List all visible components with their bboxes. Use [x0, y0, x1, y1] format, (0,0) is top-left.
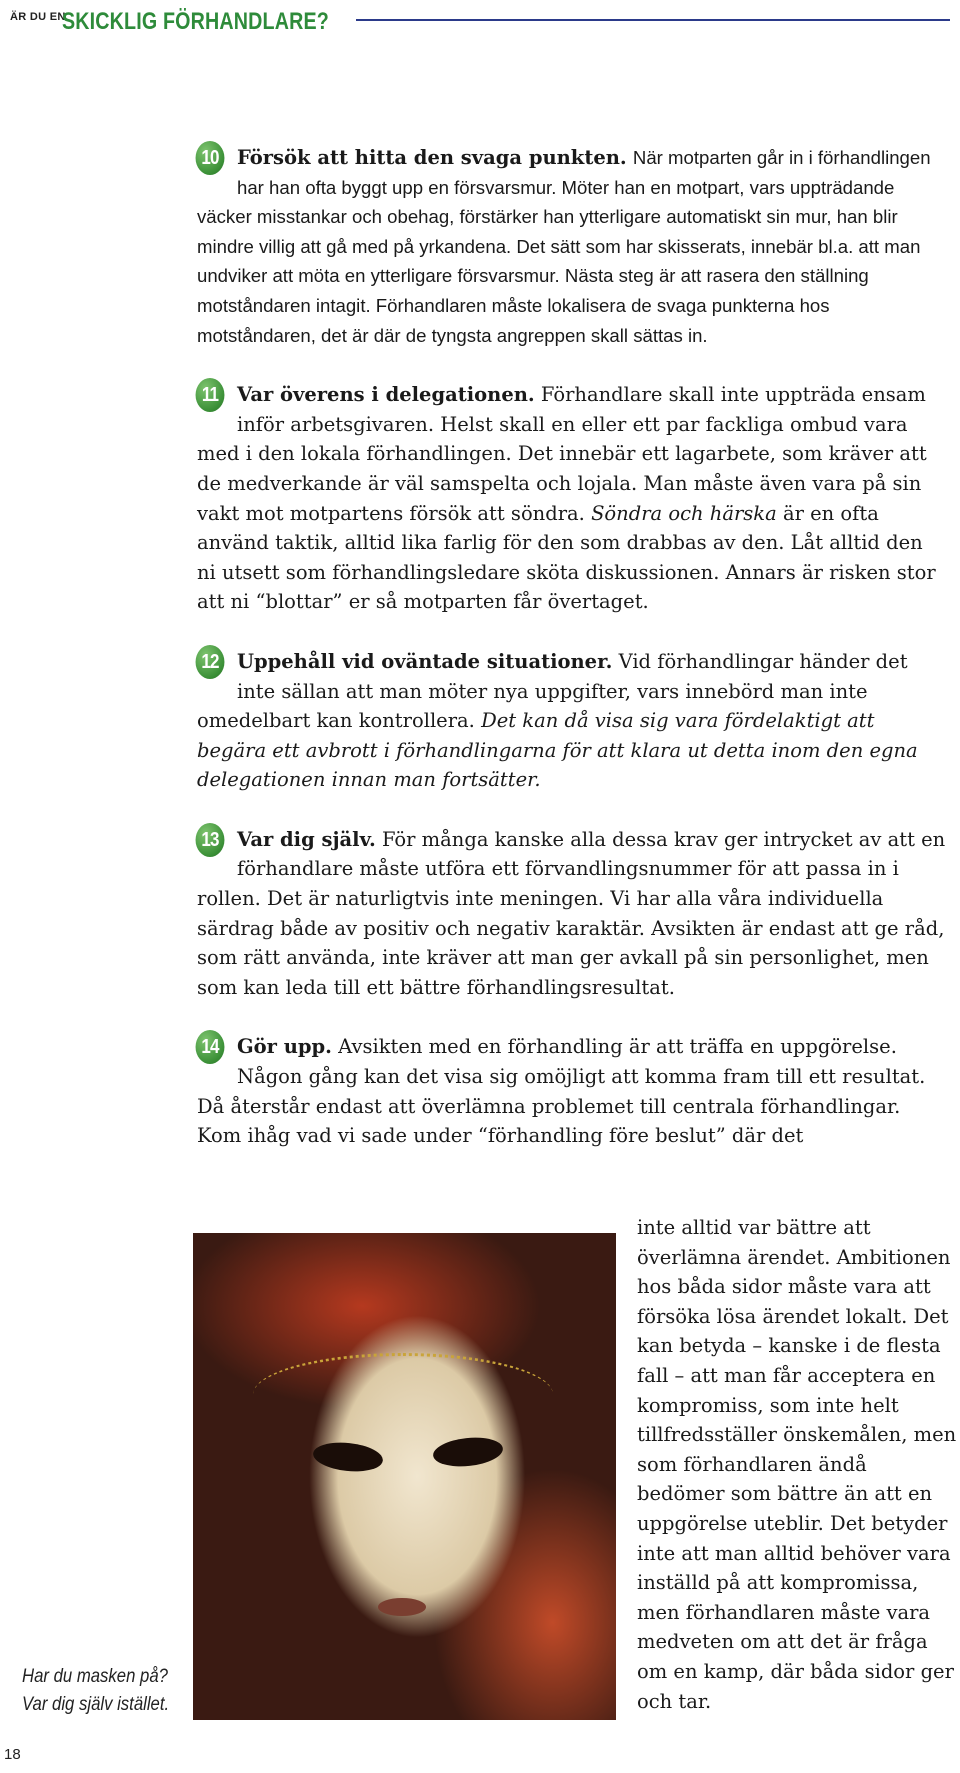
section-heading: Försök att hitta den svaga punkten.	[237, 146, 627, 169]
section-text: Avsikten med en förhandling är att träffa en uppgörelse. Någon gång kan det visa sig omöjligt att komma fram till ett resultat. Då återstår endast att överlämna problemet till centrala förhandlingar. Kom ihåg vad vi sade under “förhandling före beslut” där det	[197, 1035, 926, 1148]
section-12	[197, 647, 947, 795]
mask-left-eye	[312, 1439, 385, 1474]
section-14	[197, 1032, 947, 1150]
section-10	[197, 143, 947, 350]
article-body	[197, 143, 947, 1181]
section-heading: Var överens i delegationen.	[237, 383, 535, 407]
mask-right-eye	[432, 1434, 505, 1469]
number-badge-icon: 10	[196, 141, 225, 175]
section-paragraph	[197, 380, 947, 617]
section-13	[197, 825, 947, 1003]
header-title: SKICKLIG FÖRHANDLARE?	[62, 8, 329, 35]
section-text: När motparten går in i förhandlingen har han ofta byggt upp en försvarsmur. Möter han en motpart, vars uppträdande väcker misstankar och obehag, förstärker han ytterligare automatiskt sin mur, han blir mindre villig att gå med på yrkandena. Det sätt som har skisserats, innebär bl.a. att man undviker att möta en ytterligare försvarsmur. Nästa steg är att rasera den ställning motståndaren intagit. Förhandlaren måste lokalisera de svaga punkterna hos motståndaren, det är där de tyngsta angreppen skall sättas in.	[197, 147, 931, 346]
section-paragraph	[197, 825, 947, 1003]
page-number: 18	[4, 1746, 21, 1763]
header-rule	[356, 19, 950, 21]
section-heading: Gör upp.	[237, 1035, 332, 1059]
section-paragraph	[197, 1032, 947, 1150]
section-italic: Söndra och härska	[591, 501, 777, 525]
section-heading: Uppehåll vid oväntade situationer.	[237, 649, 613, 673]
section-text: Vid förhandlingar händer det inte sällan att man möter nya uppgifter, vars innebörd man inte omedelbart kan kontrollera.	[197, 649, 908, 733]
section-paragraph	[197, 143, 947, 350]
section-heading: Var dig själv.	[237, 827, 376, 851]
mask-photo	[193, 1233, 616, 1720]
section-11	[197, 380, 947, 617]
section-text: För många kanske alla dessa krav ger intrycket av att en förhandlare måste utföra ett förvandlingsnummer för att passa in i rollen. Det är naturligtvis inte meningen. Vi har alla våra individuella särdrag både av positiv och negativ karaktär. Avsikten är endast att ge råd, som rätt använda, inte kräver att man ger avkall på sin personlighet, men som kan leda till ett bättre förhandlingsresultat.	[197, 827, 946, 999]
page-header	[10, 4, 950, 44]
caption-line-1: Har du masken på?	[22, 1666, 168, 1687]
photo-caption	[22, 1663, 172, 1719]
number-badge-icon: 12	[196, 645, 225, 679]
section-text-cont: är en ofta använd taktik, alltid lika farlig för den som drabbas av den. Låt alltid den ni utsett som förhandlingsledare sköta diskussionen. Annars är risken stor att ni “blottar” er så motparten får övertaget.	[197, 501, 936, 614]
mask-gold-trim	[253, 1353, 553, 1436]
number-badge-icon: 13	[196, 823, 225, 857]
section-text: Förhandlare skall inte uppträda ensam inför arbetsgivaren. Helst skall en eller ett par fackliga ombud vara med i den lokala förhandlingen. Det innebär ett lagarbete, som kräver att de medverkande är väl samspelta och lojala. Man måste även vara på sin vakt mot motpartens försök att söndra.	[197, 383, 927, 525]
caption-line-2: Var dig själv istället.	[22, 1694, 170, 1715]
number-badge-icon: 11	[196, 378, 225, 412]
continued-text: inte alltid var bättre att överlämna ärendet. Ambitionen hos båda sidor måste vara att försöka lösa ärendet lokalt. Det kan betyda – kanske i de flesta fall – att man får acceptera en kompromiss, som inte helt tillfredsställer önskemålen, men som förhandlaren ändå bedömer som bättre än att en uppgörelse uteblir. Det betyder inte att man alltid behöver vara inställd på att kompromissa, men förhandlaren måste vara medveten om att det är fråga om en kamp, där båda sidor ger och tar.	[637, 1216, 957, 1713]
number-badge-icon: 14	[196, 1030, 225, 1064]
section-italic: Det kan då visa sig vara fördelaktigt att begära ett avbrott i förhandlingarna för att klara ut detta inom den egna delegationen innan man fortsätter.	[197, 709, 918, 792]
header-prefix: ÄR DU EN	[10, 11, 66, 23]
section-14-continued	[637, 1213, 957, 1716]
section-paragraph	[197, 647, 947, 795]
mask-lips	[378, 1598, 426, 1616]
